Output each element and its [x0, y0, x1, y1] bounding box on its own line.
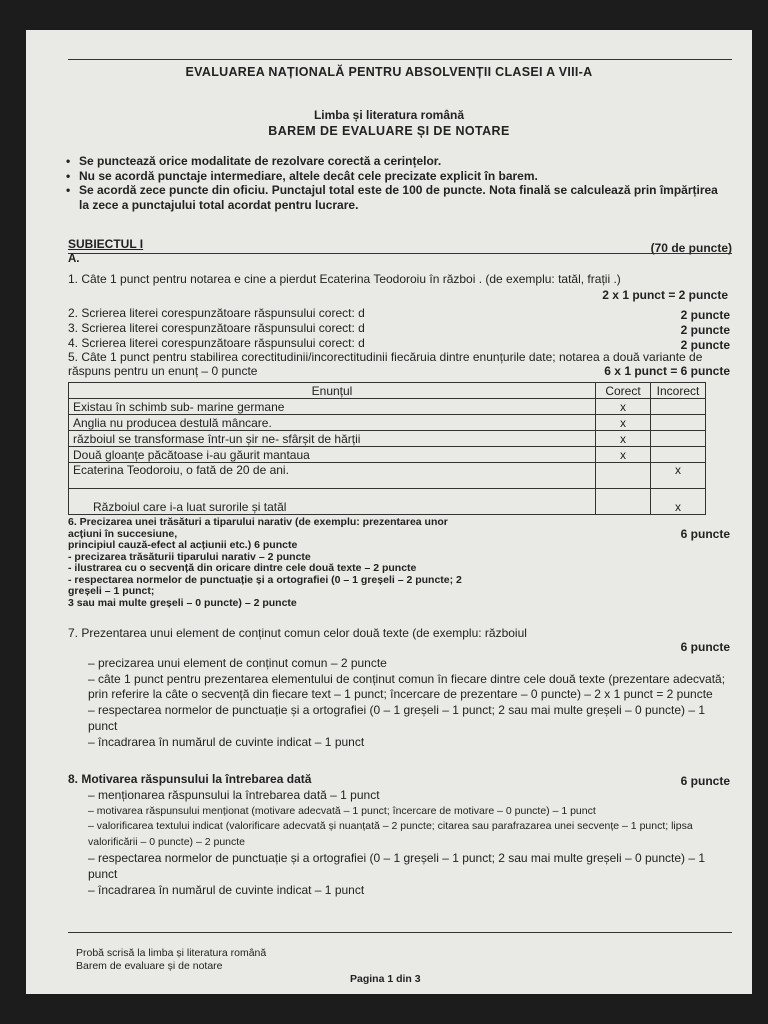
table-row — [69, 431, 706, 447]
subject-title: Limba și literatura română — [313, 108, 465, 122]
correct-cell — [596, 489, 651, 515]
statement-cell: Anglia nu producea destulă mâncare. — [69, 415, 596, 431]
incorrect-cell: x — [651, 489, 706, 515]
table-row — [69, 489, 706, 515]
subject-heading — [68, 237, 732, 255]
subject-points: (70 de puncte) — [650, 241, 732, 255]
statement-cell: Două gloanțe păcătoase i-au găurit mantaua — [69, 447, 596, 463]
question-1 — [68, 272, 728, 302]
criterion-item: – menționarea răspunsului la întrebarea dată – 1 punct — [88, 787, 380, 802]
question-1-text: 1. Câte 1 punct pentru notarea e cine a pierdut Ecaterina Teodoroiu în război . (de exemplu: tatăl, frații .) — [68, 272, 621, 286]
question-4-text: 4. Scrierea literei corespunzătoare răspunsului corect: d — [68, 336, 365, 350]
document-page — [26, 30, 752, 994]
question-4 — [68, 336, 730, 350]
table-row — [69, 447, 706, 463]
incorrect-cell: x — [651, 463, 706, 489]
footer-exam-name: Probă scrisă la limba și literatura română — [76, 947, 267, 959]
incorrect-cell — [651, 431, 706, 447]
question-6-line: greșeli – 1 punct; — [68, 585, 155, 597]
barem-title: BAREM DE EVALUARE ȘI DE NOTARE — [268, 124, 510, 138]
question-7 — [68, 626, 730, 751]
criterion-item: – încadrarea în numărul de cuvinte indicat – 1 punct — [88, 882, 365, 897]
page-number: Pagina 1 din 3 — [350, 973, 421, 985]
statement-cell: Războiul care i-a luat surorile și tatăl — [69, 489, 596, 515]
footer-barem-name: Barem de evaluare și de notare — [76, 960, 223, 972]
correct-cell: x — [596, 447, 651, 463]
table-row — [69, 415, 706, 431]
subject-rule — [68, 253, 732, 254]
question-6-line: acțiuni în succesiune, — [68, 527, 178, 540]
criterion-item: – câte 1 punct pentru prezentarea elementului de conținut comun în fiecare dintre cele două texte (prezentare adecvată; prin referire la câte o secvență din fiecare text – 1 punct; încercare de prezentare – 0 puncte) – 2 x 1 punct = 2 puncte — [88, 671, 726, 702]
incorrect-cell — [651, 447, 706, 463]
incorrect-cell — [651, 399, 706, 415]
correct-cell: x — [596, 415, 651, 431]
correct-cell — [596, 463, 651, 489]
question-5 — [68, 350, 730, 378]
subject-label: SUBIECTUL I — [68, 237, 144, 251]
bullet-icon: • — [66, 183, 71, 197]
question-1-points: 2 x 1 punct = 2 puncte — [602, 288, 728, 302]
footer-rule — [68, 932, 732, 933]
question-2 — [68, 306, 730, 320]
table-row — [69, 399, 706, 415]
question-8 — [68, 772, 730, 898]
question-6-line: - ilustrarea cu o secvență din oricare dintre cele două texte – 2 puncte — [68, 562, 417, 574]
bullet-icon: • — [66, 168, 71, 183]
top-rule — [68, 59, 732, 60]
criterion-item: – încadrarea în numărul de cuvinte indicat – 1 punct — [88, 734, 365, 749]
incorrect-cell — [651, 415, 706, 431]
answer-table — [68, 382, 706, 515]
correct-cell: x — [596, 399, 651, 415]
section-label: A. — [68, 253, 80, 265]
question-6-line: - precizarea trăsăturii tiparului narativ – 2 puncte — [68, 550, 311, 563]
question-5-text: 5. Câte 1 punct pentru stabilirea corectitudinii/incorectitudinii fiecăruia dintre enunțurile date; notarea a două variante de răspuns pentru un enunț – 0 puncte — [68, 350, 703, 378]
question-7-text: 7. Prezentarea unui element de conținut comun celor două texte (de exemplu: războiul — [68, 626, 527, 640]
question-2-text: 2. Scrierea literei corespunzătoare răspunsului corect: d — [68, 306, 365, 320]
question-6-line: 6. Precizarea unei trăsături a tiparului narativ (de exemplu: prezentarea unor — [68, 516, 448, 528]
question-2-points: 2 puncte — [680, 308, 730, 322]
bullet-icon: • — [66, 154, 71, 168]
question-5-points: 6 x 1 punct = 6 puncte — [604, 364, 730, 378]
question-6-line: principiul cauză-efect al acțiunii etc.) 6 puncte — [68, 539, 298, 551]
header-incorrect: Incorect — [651, 383, 706, 399]
question-7-points: 6 puncte — [680, 640, 730, 654]
criterion-item: – respectarea normelor de punctuație și a ortografiei (0 – 1 greșeli – 1 punct; 2 sau mai multe greșeli – 0 puncte) – 1 punct — [88, 850, 706, 881]
question-6-line: - respectarea normelor de punctuație și a ortografiei (0 – 1 greșeli – 2 puncte; 2 — [68, 573, 462, 586]
question-3 — [68, 321, 730, 335]
rule-item: • Nu se acordă punctaje intermediare, altele decât cele precizate explicit în barem. — [66, 168, 538, 183]
question-4-points: 2 puncte — [680, 338, 730, 352]
question-6 — [68, 517, 730, 609]
criterion-item: – precizarea unui element de conținut comun – 2 puncte — [88, 655, 387, 670]
statement-cell: Existau în schimb sub- marine germane — [69, 399, 596, 415]
statement-cell: războiul se transformase într-un șir ne- sfârșit de hărții — [69, 431, 596, 447]
criterion-item: – motivarea răspunsului menționat (motivare adecvată – 1 punct; încercare de motivare – 0 puncte) – 1 punct — [88, 804, 596, 817]
question-8-points: 6 puncte — [680, 774, 730, 788]
exam-title: EVALUAREA NAȚIONALĂ PENTRU ABSOLVENȚII CLASEI A VIII-A — [185, 65, 593, 79]
general-rules-list — [66, 154, 726, 212]
criterion-item: – respectarea normelor de punctuație și a ortografiei (0 – 1 greșeli – 1 punct; 2 sau mai multe greșeli – 0 puncte) – 1 punct — [88, 703, 706, 733]
header-correct: Corect — [596, 383, 651, 399]
question-3-text: 3. Scrierea literei corespunzătoare răspunsului corect: d — [68, 321, 365, 335]
question-3-points: 2 puncte — [680, 323, 730, 337]
rule-item: • Se punctează orice modalitate de rezolvare corectă a cerințelor. — [66, 154, 442, 168]
question-8-text: 8. Motivarea răspunsului la întrebarea dată — [68, 772, 312, 786]
correct-cell: x — [596, 431, 651, 447]
rule-item: • Se acordă zece puncte din oficiu. Punctajul total este de 100 de puncte. Nota finală se calculează prin împărțirea la zece a punctajului total acordat pentru lucrare. — [66, 183, 718, 212]
table-row — [69, 463, 706, 489]
header-statement: Enunțul — [69, 383, 596, 399]
table-header-row — [69, 383, 706, 399]
question-6-points: 6 puncte — [680, 527, 730, 541]
question-6-line: 3 sau mai multe greșeli – 0 puncte) – 2 puncte — [68, 596, 297, 609]
statement-cell: Ecaterina Teodoroiu, o fată de 20 de ani. — [69, 463, 596, 489]
criterion-item: – valorificarea textului indicat (valorificare adecvată și nuanțată – 2 puncte; citarea sau parafrazarea unei secvențe – 1 punct; lipsa valorificării – 0 puncte) – 2 puncte — [88, 820, 693, 849]
